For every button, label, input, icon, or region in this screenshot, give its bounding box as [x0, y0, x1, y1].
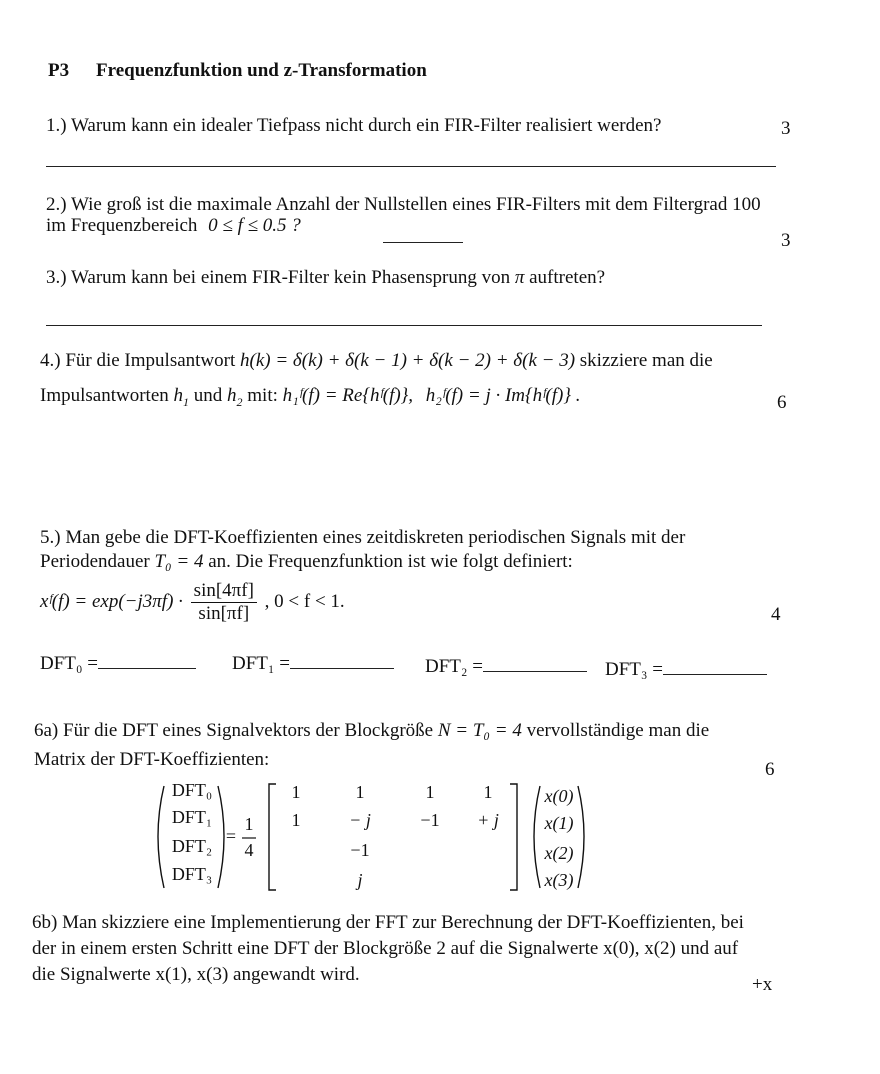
question-6a-line-2: Matrix der DFT-Koeffizienten: — [34, 749, 270, 770]
equals-sign: = — [225, 826, 237, 846]
dft-answer-0: DFT₀ = — [40, 653, 196, 675]
h2-symbol: $h_2$ — [227, 385, 243, 409]
question-3-suffix: auftreten? — [529, 267, 606, 288]
question-1-points: 3 — [781, 118, 791, 139]
h1-symbol: $h_1$ — [173, 385, 190, 409]
question-6b-line-3: die Signalwerte x(1), x(3) angewandt wird. — [32, 964, 360, 985]
question-5-suffix: an. Die Frequenzfunktion ist wie folgt definiert: — [208, 551, 573, 572]
fraction-numerator: sin[4πf] — [191, 580, 257, 603]
fraction-denominator: sin[πf] — [198, 603, 250, 624]
question-6a-suffix: vervollständige man die — [526, 720, 710, 741]
question-4-line-2 — [40, 385, 580, 410]
question-1-answer-line — [46, 166, 776, 167]
matrix-r1c0: 1 — [291, 810, 301, 830]
question-6a-prefix: 6a) Für die DFT eines Signalvektors der Blockgröße — [34, 720, 434, 741]
and-word: und — [193, 385, 223, 406]
formula-rhs: , 0 < f < 1. — [264, 590, 345, 612]
rhs-x0: x(0) — [544, 786, 574, 806]
question-5-points: 4 — [771, 604, 781, 625]
matrix-r2c1: −1 — [350, 840, 370, 860]
question-6a-line-1 — [34, 720, 709, 742]
lhs-dft-3: DFT₃ — [171, 864, 213, 884]
rhs-x2: x(2) — [544, 843, 574, 863]
question-2-answer-line — [383, 242, 463, 243]
matrix-r0c3: 1 — [483, 782, 493, 802]
lhs-dft-1: DFT₁ — [171, 807, 213, 827]
frequency-function-formula — [40, 580, 345, 625]
factor-denominator: 4 — [244, 840, 254, 860]
sinc-fraction — [191, 580, 257, 625]
impulse-response-formula: h(k) = δ(k) + δ(k − 1) + δ(k − 2) + δ(k − 3) — [240, 350, 576, 371]
question-2-points: 3 — [781, 230, 791, 251]
question-2-range: 0 ≤ f ≤ 0.5 ? — [208, 215, 301, 236]
matrix-r0c1: 1 — [355, 782, 365, 802]
question-5-line-1: 5.) Man gebe die DFT-Koeffizienten eines zeitdiskreten periodischen Signals mit der — [40, 527, 686, 548]
question-3-prefix: 3.) Warum kann bei einem FIR-Filter kein Phasensprung von — [46, 267, 511, 288]
question-4-prefix-2: Impulsantworten — [40, 385, 169, 406]
question-4-suffix: skizziere man die — [579, 350, 713, 371]
question-3-answer-line — [46, 325, 762, 326]
mit-word: mit: — [247, 385, 278, 406]
question-6b-line-2: der in einem ersten Schritt eine DFT der Blockgröße 2 auf die Signalwerte x(0), x(2) und auf — [32, 938, 739, 959]
blocksize-value: N = T₀ = 4 — [437, 720, 522, 741]
matrix-r1c1: − j — [349, 810, 371, 830]
lhs-dft-0: DFT₀ — [171, 780, 213, 800]
dft-matrix-equation — [150, 780, 600, 892]
question-4-prefix: 4.) Für die Impulsantwort — [40, 350, 236, 371]
dft-answer-1: DFT₁ = — [232, 653, 394, 675]
question-4-points: 6 — [777, 392, 787, 413]
question-6b-line-1: 6b) Man skizziere eine Implementierung der FFT zur Berechnung der DFT-Koeffizienten, bei — [32, 912, 744, 933]
problem-number: P3 — [48, 60, 70, 81]
dft-answer-3: DFT₃ = — [605, 659, 767, 681]
question-6b-points: +x — [752, 974, 773, 995]
matrix-r3c1: j — [357, 870, 363, 890]
problem-title: Frequenzfunktion und z-Transformation — [96, 60, 427, 81]
question-2-line-1: 2.) Wie groß ist die maximale Anzahl der Nullstellen eines FIR-Filters mit dem Filtergrad 100 — [46, 194, 761, 215]
question-5-line-2 — [40, 551, 573, 573]
question-5-prefix: Periodendauer — [40, 551, 150, 572]
matrix-r0c0: 1 — [291, 782, 301, 802]
question-2-line-2 — [46, 215, 301, 237]
factor-numerator: 1 — [244, 814, 254, 834]
rhs-x3: x(3) — [544, 870, 574, 890]
dft-answer-2: DFT₂ = — [425, 656, 587, 678]
question-1-text: 1.) Warum kann ein idealer Tiefpass nicht durch ein FIR-Filter realisiert werden? — [46, 115, 662, 136]
matrix-r1c3: + j — [477, 810, 499, 830]
h2-definition: h₂ᶠ(f) = j · Im{hᶠ(f)} . — [425, 385, 581, 406]
h1-definition: h₁ᶠ(f) = Re{hᶠ(f)}, — [282, 385, 414, 406]
matrix-r1c2: −1 — [420, 810, 440, 830]
pi-symbol: π — [514, 267, 525, 288]
question-4-line-1 — [40, 350, 713, 372]
matrix-r0c2: 1 — [425, 782, 435, 802]
question-6a-points: 6 — [765, 759, 775, 780]
formula-lhs: xᶠ(f) = exp(−j3πf) · — [40, 590, 183, 612]
period-value: T₀ = 4 — [154, 551, 204, 572]
lhs-dft-2: DFT₂ — [171, 836, 213, 856]
question-2-prefix: im Frequenzbereich — [46, 215, 198, 236]
rhs-x1: x(1) — [544, 813, 574, 833]
question-3-text — [46, 267, 605, 289]
